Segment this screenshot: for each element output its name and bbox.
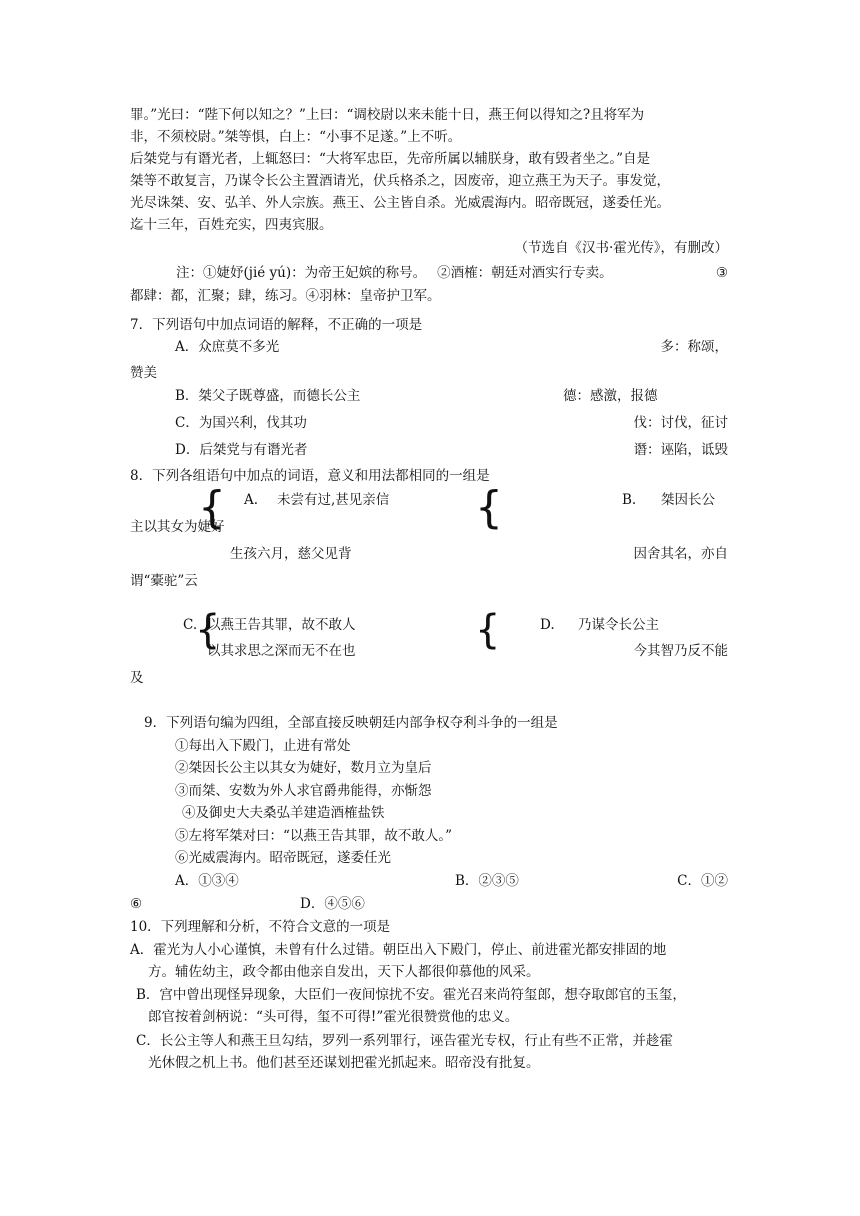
notes-line-1: 注：①婕妤(jié yú)：为帝王妃嫔的称号。 ②酒榷：朝廷对酒实行专卖。: [176, 265, 613, 281]
q10-option-b-line-2: 郎官按着剑柄说：“头可得，玺不可得!”霍光很赞赏他的忠义。: [148, 1009, 519, 1025]
q8-d-line-2: 今其智乃反不能: [633, 643, 728, 659]
q9-item-6: ⑥光威震海内。昭帝既冠，遂委任光: [175, 850, 391, 866]
q10-option-b-line-1: B．宫中曾出现怪异现象，大臣们一夜间惊扰不安。霍光召来尚符玺郎，想夺取郎官的玉玺，: [136, 987, 686, 1003]
passage-line-5: 光尽诛桀、安、弘羊、外人宗族。燕王、公主皆自杀。光威震海内。昭帝既冠，遂委任光。: [130, 195, 670, 211]
q8-a-label: A.: [244, 492, 259, 508]
q8-a-line-1: 未尝有过,甚见亲信: [277, 492, 390, 508]
passage-line-6: 迄十三年，百姓充实，四夷宾服。: [130, 217, 333, 233]
q8-a-line-2: 生孩六月，慈父见背: [230, 546, 352, 562]
q8-d-label: D.: [540, 617, 555, 633]
q7-option-a-explanation: 多：称颂，: [660, 339, 728, 355]
q9-item-3: ③而桀、安数为外人求官爵弗能得，亦惭怨: [175, 783, 432, 799]
q9-item-4: ④及御史大夫桑弘羊建造酒榷盐铁: [182, 805, 385, 821]
q7-option-d-explanation: 谮：诬陷，诋毁: [633, 442, 728, 458]
q7-option-a-explanation-cont: 赞美: [130, 365, 157, 381]
q8-c-line-1: 以燕王告其罪，故不敢人: [207, 617, 356, 633]
q8-d-brace: {: [475, 607, 501, 653]
q7-option-d: D．后桀党与有谮光者: [175, 442, 308, 458]
q9-item-2: ②桀因长公主以其女为婕好，数月立为皇后: [175, 760, 432, 776]
q7-stem: 7．下列语句中加点词语的解释，不正确的一项是: [130, 317, 423, 333]
q7-option-b-explanation: 德：感激，报德: [563, 388, 658, 404]
q10-stem: 10．下列理解和分析，不符合文意的一项是: [130, 919, 391, 935]
q9-item-1: ①每出入下殿门，止进有常处: [175, 738, 351, 754]
q8-d-line-2-cont: 及: [130, 670, 144, 686]
notes-line-2: 都肆：都，汇聚；肆，练习。④羽林：皇帝护卫军。: [130, 288, 441, 304]
q7-option-a: A．众庶莫不多光: [175, 339, 280, 355]
passage-line-2: 非，不须校尉。”桀等惧，白上：“小事不足遂。”上不听。: [130, 129, 462, 145]
q8-b-brace: {: [475, 482, 503, 533]
q9-option-a: A．①③④: [175, 873, 239, 889]
q8-c-label: C.: [183, 617, 198, 633]
q8-b-line-2: 因舍其名，亦自: [633, 546, 728, 562]
q9-stem: 9．下列语句编为四组，全部直接反映朝廷内部争权夺利斗争的一组是: [144, 715, 558, 731]
q9-option-d: D．④⑤⑥: [300, 896, 365, 912]
notes-line-1-num: ③: [715, 265, 728, 281]
q7-option-b: B．桀父子既尊盛，而德长公主: [175, 388, 361, 404]
q10-option-a-line-1: A．霍光为人小心谨慎，未曾有什么过错。朝臣出入下殿门，停止、前进霍光都安排固的地: [130, 942, 667, 958]
q10-option-c-line-1: C．长公主等人和燕王旦勾结，罗列一系列罪行，诬告霍光专权，行止有些不正常，并趁霍: [136, 1033, 673, 1049]
q8-d-line-1: 乃谋令长公主: [578, 617, 659, 633]
q8-stem: 8．下列各组语句中加点的词语，意义和用法都相同的一组是: [130, 468, 490, 484]
q8-c-line-2: 以其求思之深而无不在也: [207, 643, 356, 659]
passage-source: （节选自《汉书·霍光传》，有删改）: [514, 240, 728, 256]
q8-b-line-2-cont: 谓“橐驼”云: [130, 573, 198, 589]
q8-c-brace: {: [195, 607, 221, 653]
passage-line-4: 桀等不敢复言，乃谋令长公主置酒请光，伏兵格杀之，因废帝，迎立燕王为天子。事发觉，: [130, 173, 670, 189]
q10-option-a-line-2: 方。辅佐幼主，政令都由他亲自发出，天下人都很仰慕他的风采。: [148, 964, 540, 980]
q10-option-c-line-2: 光休假之机上书。他们甚至还谋划把霍光抓起来。昭帝没有批复。: [148, 1055, 540, 1071]
q8-b-line-1-cont: 主以其女为婕好: [130, 519, 225, 535]
q9-item-5: ⑤左将军桀对曰：“以燕王告其罪，故不敢人。”: [175, 828, 453, 844]
q9-option-b: B．②③⑤: [455, 873, 519, 889]
q7-option-c: C．为国兴利，伐其功: [175, 415, 307, 431]
q8-a-brace: {: [198, 482, 226, 533]
q8-b-line-1: 桀因长公: [661, 492, 715, 508]
q9-option-c: C．①②: [677, 873, 728, 889]
q9-option-c-cont: ⑥: [130, 896, 143, 912]
q7-option-c-explanation: 伐：讨伐，征讨: [633, 415, 728, 431]
passage-line-3: 后桀党与有谮光者，上辄怒曰：“大将军忠臣，先帝所属以辅朕身，敢有毁者坐之。”自是: [130, 151, 651, 167]
passage-line-1: 罪。”光曰：“陛下何以知之？”上曰：“调校尉以来未能十日，燕王何以得知之?且将军为: [130, 107, 645, 123]
q8-b-label: B.: [622, 492, 637, 508]
